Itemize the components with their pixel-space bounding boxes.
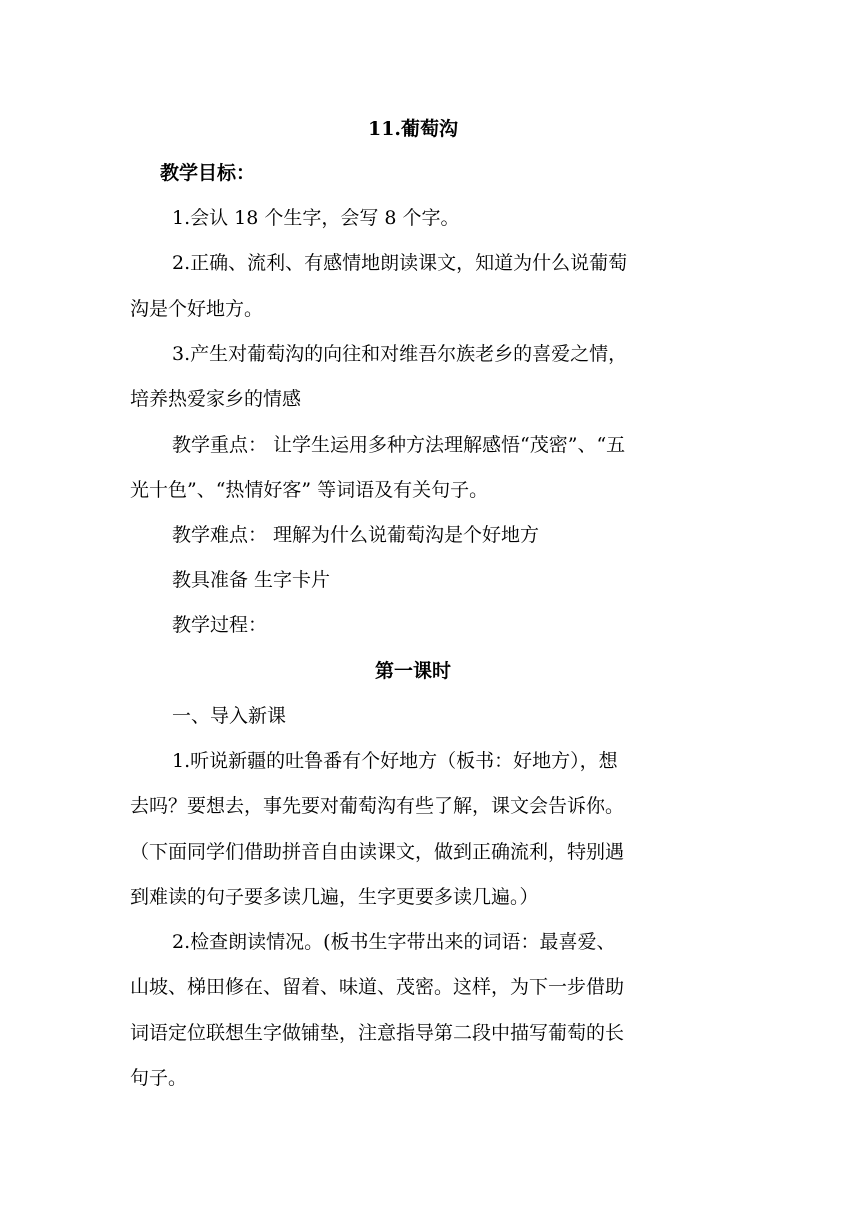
process-heading: 教学过程： [172,614,268,636]
step-1-line-4: 到难读的句子要多读几遍，生字更要多读几遍。） [130,886,539,908]
step-1-line-2: 去吗？要想去，事先要对葡萄沟有些了解，课文会告诉你。 [130,795,625,817]
objectives-heading: 教学目标： [160,162,256,184]
key-points-line-1: 教学重点： 让学生运用多种方法理解感悟“茂密”、“五 [172,434,626,456]
materials: 教具准备 生字卡片 [172,569,331,591]
step-2-line-2: 山坡、梯田修在、留着、味道、茂密。这样，为下一步借助 [130,976,625,998]
step-2-line-1: 2.检查朗读情况。(板书生字带出来的词语：最喜爱、 [172,931,616,953]
document-title: 11.葡萄沟 [367,118,459,140]
step-2-line-4: 句子。 [130,1067,188,1089]
step-1-line-1: 1.听说新疆的吐鲁番有个好地方（板书：好地方），想 [172,750,618,772]
key-points-line-2: 光十色”、“热情好客” 等词语及有关句子。 [130,479,489,501]
lesson-title: 第一课时 [374,660,451,682]
objective-2-line-2: 沟是个好地方。 [130,298,264,320]
step-2-line-3: 词语定位联想生字做铺垫，注意指导第二段中描写葡萄的长 [130,1022,625,1044]
step-1-line-3: （下面同学们借助拼音自由读课文，做到正确流利，特别遇 [130,841,625,863]
difficulty: 教学难点： 理解为什么说葡萄沟是个好地方 [172,524,540,546]
objective-3-line-2: 培养热爱家乡的情感 [130,388,302,410]
objective-1: 1.会认 18 个生字，会写 8 个字。 [172,207,460,229]
objective-3-line-1: 3.产生对葡萄沟的向往和对维吾尔族老乡的喜爱之情， [172,343,628,365]
section-1-heading: 一、导入新课 [172,705,287,727]
objective-2-line-1: 2.正确、流利、有感情地朗读课文，知道为什么说葡萄 [172,252,628,274]
